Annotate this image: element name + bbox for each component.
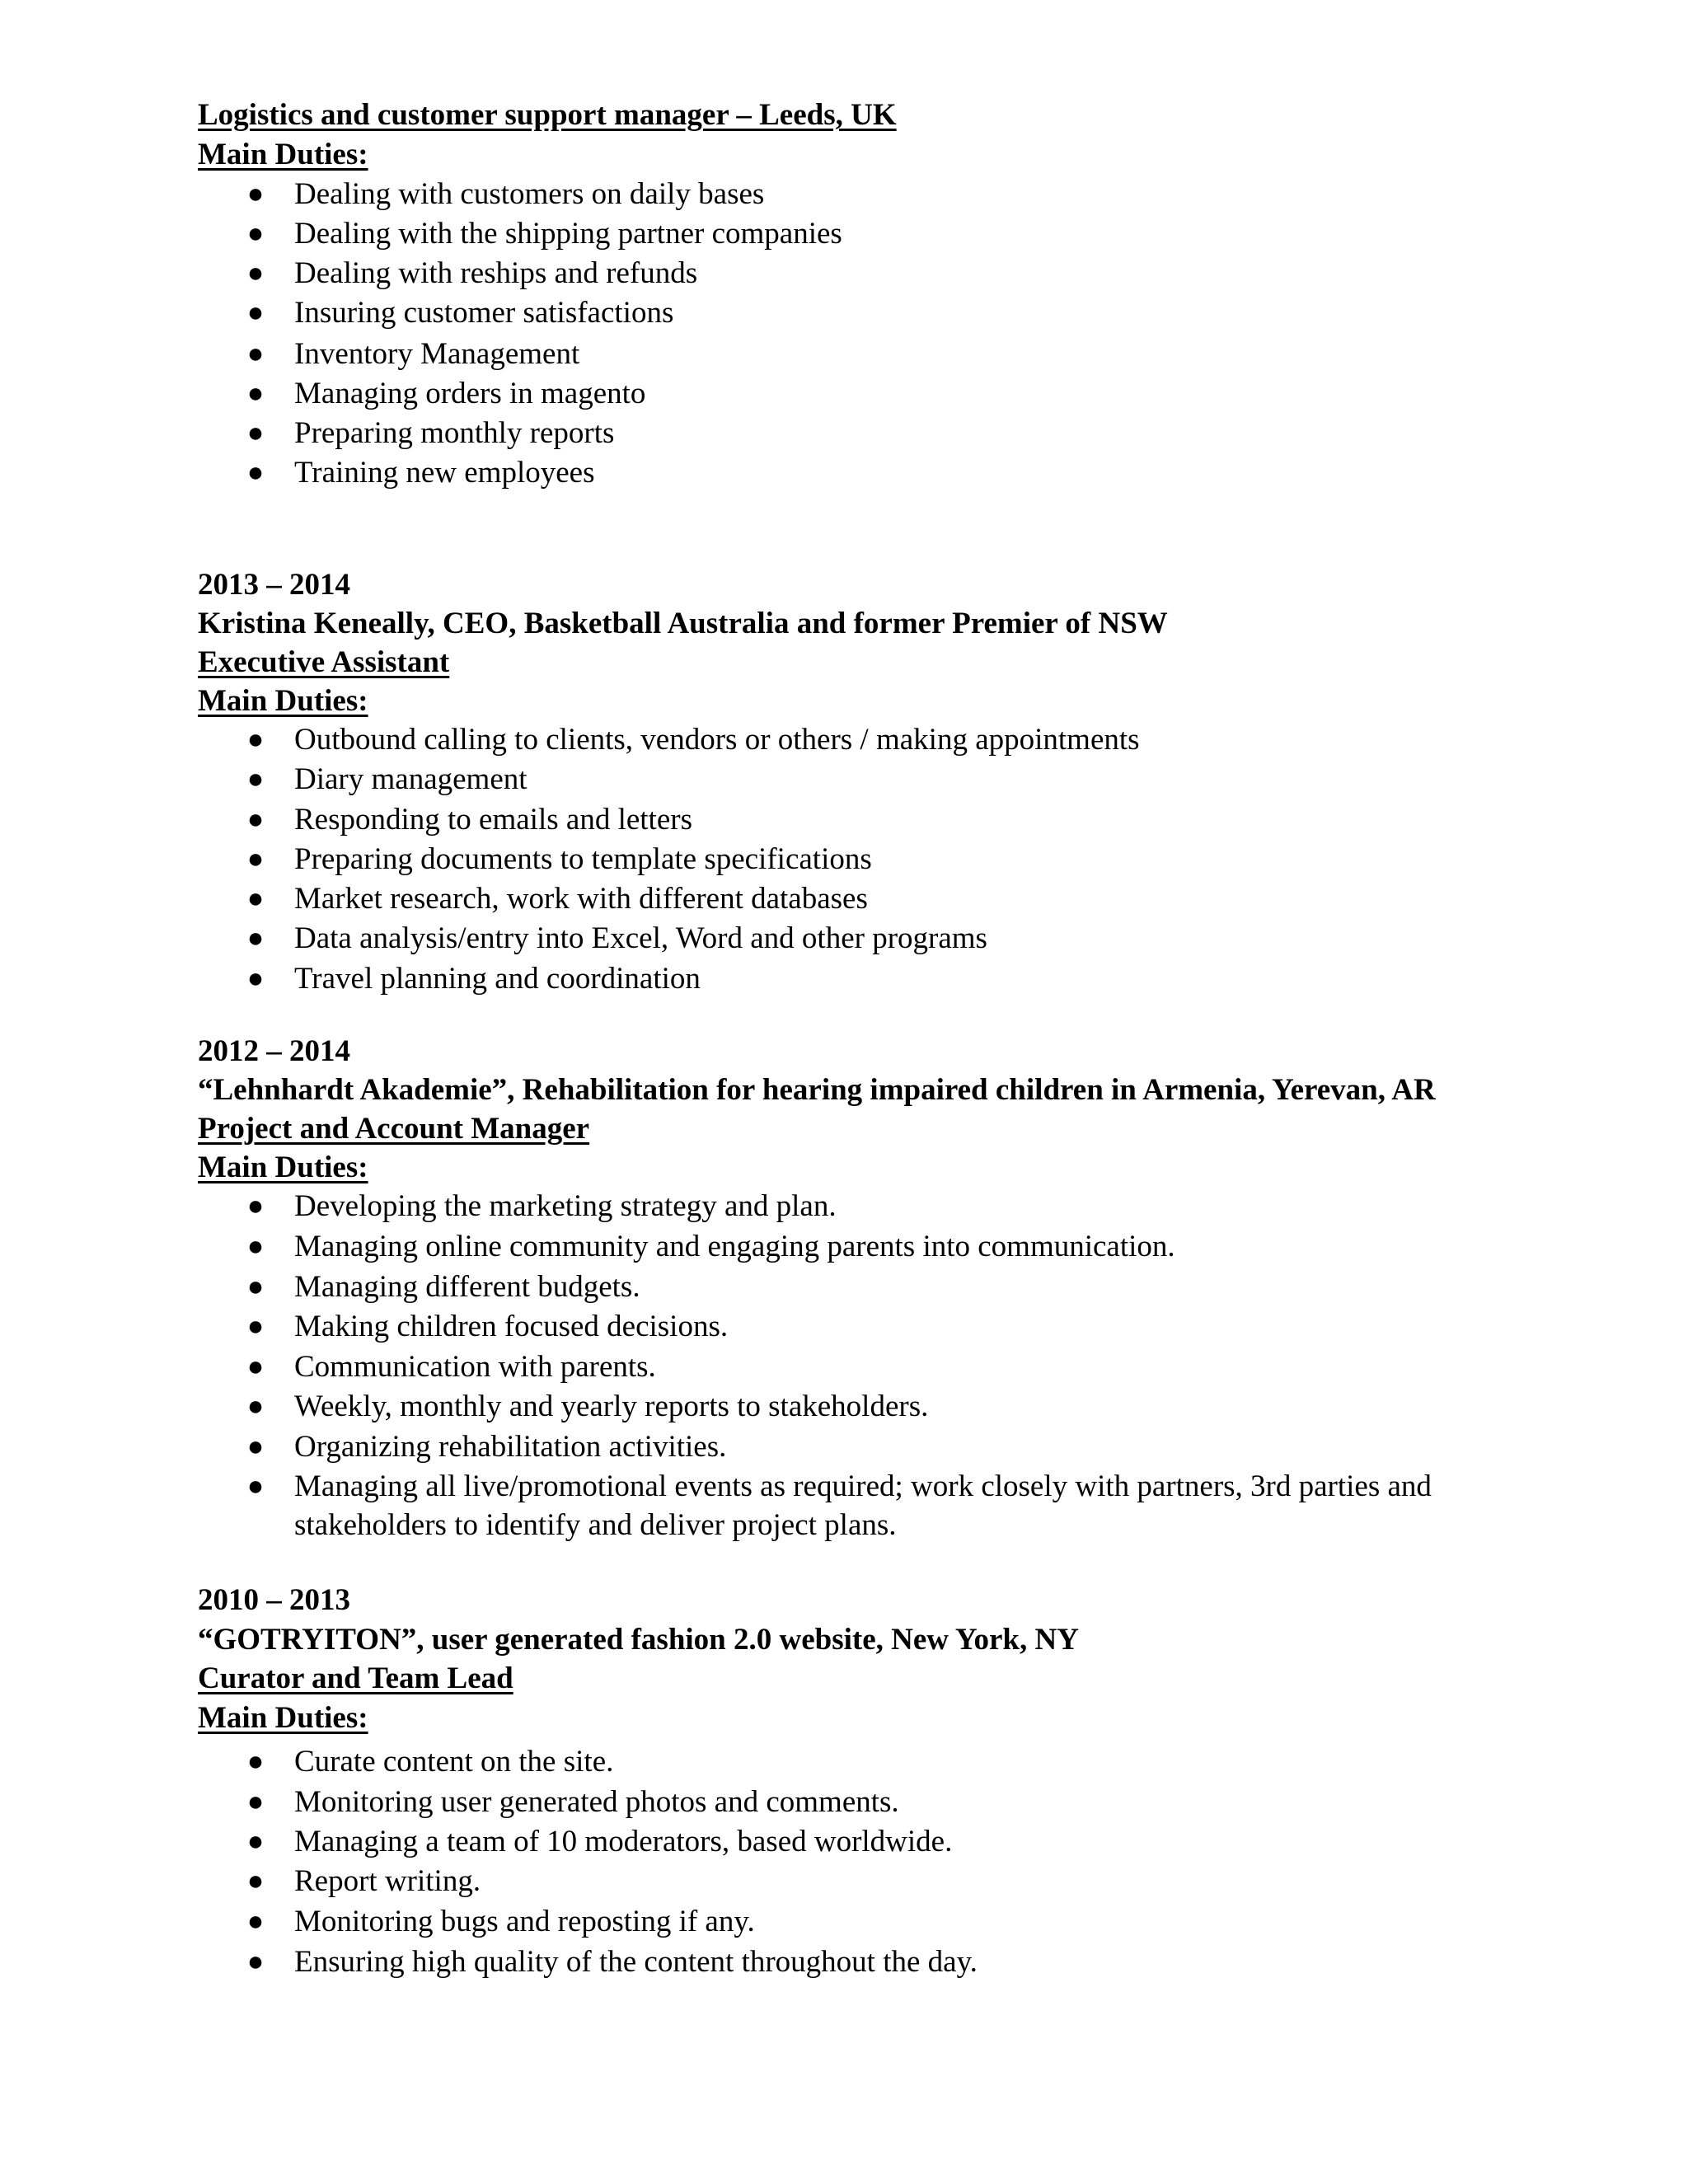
duty-item: Managing orders in magento	[294, 377, 646, 410]
duty-item: Monitoring user generated photos and comments.	[294, 1785, 899, 1819]
bullet-icon: ●	[246, 1471, 265, 1502]
job-years: 2012 – 2014	[198, 1034, 350, 1068]
main-duties-label: Main Duties:	[198, 1151, 368, 1184]
bullet-icon: ●	[246, 923, 265, 954]
bullet-icon: ●	[246, 1826, 265, 1857]
bullet-icon: ●	[246, 1272, 265, 1302]
main-duties-label: Main Duties:	[198, 1701, 368, 1735]
bullet-icon: ●	[246, 457, 265, 488]
bullet-icon: ●	[246, 1746, 265, 1777]
duty-item: Dealing with the shipping partner companies	[294, 217, 842, 251]
bullet-icon: ●	[246, 764, 265, 794]
job-role: Executive Assistant	[198, 645, 450, 679]
duty-item: Diary management	[294, 762, 528, 796]
bullet-icon: ●	[246, 1906, 265, 1937]
duty-item: Curate content on the site.	[294, 1745, 614, 1779]
duty-item: Monitoring bugs and reposting if any.	[294, 1905, 755, 1938]
bullet-icon: ●	[246, 1191, 265, 1221]
bullet-icon: ●	[246, 1432, 265, 1462]
job-years: 2013 – 2014	[198, 568, 350, 602]
duty-item: Report writing.	[294, 1864, 481, 1898]
duty-item: Data analysis/entry into Excel, Word and other programs	[294, 921, 987, 955]
duty-item: Managing online community and engaging parents into communication.	[294, 1230, 1175, 1263]
bullet-icon: ●	[246, 218, 265, 249]
duty-item: Managing different budgets.	[294, 1270, 640, 1304]
bullet-icon: ●	[246, 339, 265, 369]
bullet-icon: ●	[246, 418, 265, 448]
duty-item: Managing a team of 10 moderators, based worldwide.	[294, 1825, 953, 1858]
job-employer: Kristina Keneally, CEO, Basketball Australia and former Premier of NSW	[198, 607, 1168, 640]
bullet-icon: ●	[246, 804, 265, 835]
duty-item: Organizing rehabilitation activities.	[294, 1430, 727, 1464]
duty-item: Insuring customer satisfactions	[294, 296, 674, 330]
duty-item: Training new employees	[294, 456, 595, 490]
duty-item-continuation: stakeholders to identify and deliver project plans.	[294, 1508, 897, 1542]
duty-item: Market research, work with different databases	[294, 882, 868, 916]
duty-item: Travel planning and coordination	[294, 962, 701, 996]
duty-item: Developing the marketing strategy and plan.	[294, 1189, 837, 1223]
job-role: Curator and Team Lead	[198, 1661, 513, 1695]
job-employer: “GOTRYITON”, user generated fashion 2.0 website, New York, NY	[198, 1623, 1079, 1657]
bullet-icon: ●	[246, 1391, 265, 1422]
bullet-icon: ●	[246, 1947, 265, 1977]
duty-item: Communication with parents.	[294, 1350, 656, 1384]
bullet-icon: ●	[246, 378, 265, 409]
job-years: 2010 – 2013	[198, 1583, 350, 1617]
bullet-icon: ●	[246, 1311, 265, 1342]
bullet-icon: ●	[246, 963, 265, 994]
bullet-icon: ●	[246, 1787, 265, 1817]
bullet-icon: ●	[246, 883, 265, 914]
bullet-icon: ●	[246, 258, 265, 288]
job-employer: “Lehnhardt Akademie”, Rehabilitation for hearing impaired children in Armenia, Yerevan, AR	[198, 1073, 1436, 1107]
duty-item: Responding to emails and letters	[294, 803, 692, 837]
duty-item: Outbound calling to clients, vendors or others / making appointments	[294, 723, 1140, 757]
main-duties-label: Main Duties:	[198, 138, 368, 171]
bullet-icon: ●	[246, 179, 265, 209]
bullet-icon: ●	[246, 1352, 265, 1382]
duty-item: Weekly, monthly and yearly reports to stakeholders.	[294, 1390, 929, 1423]
duty-item: Dealing with reships and refunds	[294, 256, 698, 290]
job-title-logistics: Logistics and customer support manager – Leeds, UK	[198, 98, 897, 132]
duty-item: Preparing monthly reports	[294, 416, 615, 450]
bullet-icon: ●	[246, 724, 265, 755]
job-role: Project and Account Manager	[198, 1112, 590, 1146]
main-duties-label: Main Duties:	[198, 684, 368, 718]
bullet-icon: ●	[246, 298, 265, 328]
duty-item: Preparing documents to template specifications	[294, 842, 872, 876]
duty-item: Making children focused decisions.	[294, 1310, 729, 1343]
duty-item: Inventory Management	[294, 337, 580, 371]
duty-item: Dealing with customers on daily bases	[294, 177, 765, 211]
duty-item: Managing all live/promotional events as required; work closely with partners, 3rd parties and	[294, 1469, 1432, 1503]
bullet-icon: ●	[246, 844, 265, 874]
duty-item: Ensuring high quality of the content throughout the day.	[294, 1945, 978, 1979]
bullet-icon: ●	[246, 1866, 265, 1896]
bullet-icon: ●	[246, 1231, 265, 1262]
